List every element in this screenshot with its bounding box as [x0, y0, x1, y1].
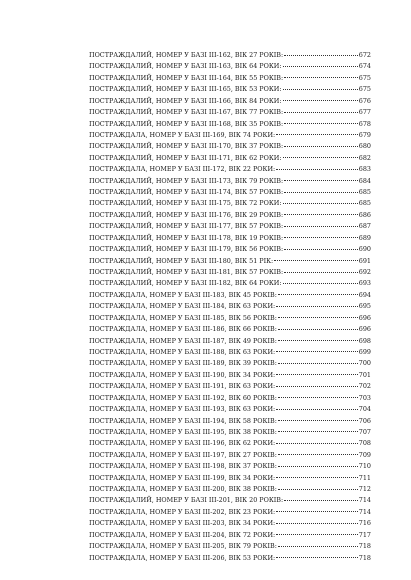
toc-entry-title: ПОСТРАЖДАЛА, НОМЕР У БАЗІ ІІІ-184, ВІК 63 РОКИ: [89, 302, 276, 311]
toc-entry[interactable] [89, 324, 371, 335]
toc-dot-leader [284, 192, 358, 193]
toc-page-number: 683 [358, 165, 371, 174]
toc-entry[interactable] [89, 96, 371, 107]
toc-page-number: 675 [358, 85, 371, 94]
toc-dot-leader [283, 157, 358, 158]
toc-entry-title: ПОСТРАЖДАЛА, НОМЕР У БАЗІ ІІІ-187, ВІК 49 РОКІВ: [89, 336, 277, 345]
toc-page-number: 682 [358, 153, 371, 162]
toc-page-number: 701 [358, 370, 371, 379]
toc-page-number: 677 [358, 108, 371, 117]
toc-dot-leader [284, 112, 358, 113]
toc-entry-title: ПОСТРАЖДАЛИЙ, НОМЕР У БАЗІ ІІІ-179, ВІК 56 РОКІВ: [89, 245, 284, 254]
toc-entry[interactable] [89, 278, 371, 289]
toc-dot-leader [274, 260, 358, 261]
toc-dot-leader [278, 294, 358, 295]
toc-page-number: 680 [358, 142, 371, 151]
toc-entry-title: ПОСТРАЖДАЛИЙ, НОМЕР У БАЗІ ІІІ-177, ВІК 57 РОКІВ: [89, 222, 284, 231]
toc-entry[interactable] [89, 404, 371, 415]
toc-entry[interactable] [89, 176, 371, 187]
toc-entry-title: ПОСТРАЖДАЛА, НОМЕР У БАЗІ ІІІ-183, ВІК 45 РОКІВ: [89, 290, 277, 299]
toc-entry[interactable] [89, 473, 371, 484]
toc-dot-leader [276, 134, 358, 135]
toc-page-number: 714 [358, 507, 371, 516]
toc-entry[interactable] [89, 507, 371, 518]
toc-entry[interactable] [89, 153, 371, 164]
table-of-contents [89, 50, 371, 564]
toc-entry-title: ПОСТРАЖДАЛА, НОМЕР У БАЗІ ІІІ-188, ВІК 63 РОКИ: [89, 347, 276, 356]
toc-entry[interactable] [89, 381, 371, 392]
toc-page-number: 689 [358, 233, 371, 242]
toc-entry[interactable] [89, 427, 371, 438]
toc-entry-title: ПОСТРАЖДАЛА, НОМЕР У БАЗІ ІІІ-172, ВІК 22 РОКИ: [89, 165, 276, 174]
toc-dot-leader [283, 100, 358, 101]
toc-dot-leader [278, 546, 358, 547]
toc-dot-leader [284, 272, 358, 273]
toc-entry[interactable] [89, 347, 371, 358]
toc-dot-leader [278, 420, 358, 421]
toc-entry[interactable] [89, 267, 371, 278]
toc-entry-title: ПОСТРАЖДАЛА, НОМЕР У БАЗІ ІІІ-203, ВІК 34 РОКИ: [89, 519, 276, 528]
toc-page-number: 684 [358, 176, 371, 185]
toc-dot-leader [276, 386, 358, 387]
toc-entry-title: ПОСТРАЖДАЛИЙ, НОМЕР У БАЗІ ІІІ-178, ВІК 19 РОКІВ: [89, 233, 284, 242]
toc-page-number: 709 [358, 450, 371, 459]
toc-entry[interactable] [89, 290, 371, 301]
toc-entry[interactable] [89, 233, 371, 244]
toc-page-number: 714 [358, 496, 371, 505]
toc-entry[interactable] [89, 119, 371, 130]
toc-page-number: 685 [358, 188, 371, 197]
toc-entry-title: ПОСТРАЖДАЛИЙ, НОМЕР У БАЗІ ІІІ-168, ВІК 35 РОКІВ: [89, 119, 284, 128]
toc-dot-leader [284, 123, 358, 124]
toc-page-number: 693 [358, 279, 371, 288]
toc-page-number: 702 [358, 382, 371, 391]
toc-entry[interactable] [89, 518, 371, 529]
toc-dot-leader [276, 477, 358, 478]
toc-page-number: 704 [358, 405, 371, 414]
toc-entry[interactable] [89, 301, 371, 312]
toc-dot-leader [276, 169, 358, 170]
toc-dot-leader [278, 454, 358, 455]
toc-page-number: 692 [358, 268, 371, 277]
toc-entry[interactable] [89, 256, 371, 267]
toc-entry-title: ПОСТРАЖДАЛА, НОМЕР У БАЗІ ІІІ-197, ВІК 27 РОКІВ: [89, 450, 277, 459]
toc-entry[interactable] [89, 393, 371, 404]
toc-entry[interactable] [89, 210, 371, 221]
toc-entry[interactable] [89, 370, 371, 381]
toc-dot-leader [283, 89, 358, 90]
toc-dot-leader [278, 329, 358, 330]
toc-entry-title: ПОСТРАЖДАЛИЙ, НОМЕР У БАЗІ ІІІ-173, ВІК 79 РОКІВ: [89, 176, 284, 185]
toc-dot-leader [278, 317, 358, 318]
toc-entry-title: ПОСТРАЖДАЛА, НОМЕР У БАЗІ ІІІ-204, ВІК 72 РОКИ: [89, 530, 276, 539]
toc-page-number: 703 [358, 393, 371, 402]
toc-dot-leader [284, 500, 358, 501]
toc-dot-leader [283, 66, 358, 67]
toc-entry-title: ПОСТРАЖДАЛИЙ, НОМЕР У БАЗІ ІІІ-180, ВІК 51 РІК: [89, 256, 274, 265]
toc-entry-title: ПОСТРАЖДАЛИЙ, НОМЕР У БАЗІ ІІІ-167, ВІК 77 РОКІВ: [89, 108, 284, 117]
toc-entry-title: ПОСТРАЖДАЛА, НОМЕР У БАЗІ ІІІ-185, ВІК 56 РОКІВ: [89, 313, 277, 322]
toc-page-number: 674 [358, 62, 371, 71]
toc-dot-leader [278, 466, 358, 467]
toc-entry-title: ПОСТРАЖДАЛИЙ, НОМЕР У БАЗІ ІІІ-166, ВІК 84 РОКИ: [89, 96, 282, 105]
toc-dot-leader [278, 363, 358, 364]
toc-page-number: 690 [358, 245, 371, 254]
toc-entry-title: ПОСТРАЖДАЛИЙ, НОМЕР У БАЗІ ІІІ-165, ВІК 53 РОКИ: [89, 85, 282, 94]
toc-page-number: 676 [358, 96, 371, 105]
toc-entry-title: ПОСТРАЖДАЛА, НОМЕР У БАЗІ ІІІ-199, ВІК 34 РОКИ: [89, 473, 276, 482]
toc-page-number: 695 [358, 302, 371, 311]
toc-page-number: 708 [358, 439, 371, 448]
toc-entry-title: ПОСТРАЖДАЛИЙ, НОМЕР У БАЗІ ІІІ-162, ВІК 27 РОКІВ: [89, 51, 284, 59]
toc-dot-leader [284, 237, 358, 238]
toc-entry[interactable] [89, 84, 371, 95]
toc-dot-leader [284, 146, 358, 147]
toc-entry[interactable] [89, 450, 371, 461]
toc-page-number: 675 [358, 73, 371, 82]
toc-entry[interactable] [89, 541, 371, 552]
toc-dot-leader [278, 397, 358, 398]
toc-entry-title: ПОСТРАЖДАЛИЙ, НОМЕР У БАЗІ ІІІ-171, ВІК 62 РОКИ: [89, 153, 282, 162]
toc-page-number: 686 [358, 210, 371, 219]
toc-entry-title: ПОСТРАЖДАЛИЙ, НОМЕР У БАЗІ ІІІ-201, ВІК 20 РОКІВ: [89, 496, 284, 505]
toc-page-number: 685 [358, 199, 371, 208]
toc-dot-leader [284, 214, 358, 215]
toc-dot-leader [278, 489, 358, 490]
toc-entry-title: ПОСТРАЖДАЛА, НОМЕР У БАЗІ ІІІ-192, ВІК 60 РОКІВ: [89, 393, 277, 402]
toc-entry-title: ПОСТРАЖДАЛА, НОМЕР У БАЗІ ІІІ-191, ВІК 63 РОКИ: [89, 382, 276, 391]
toc-dot-leader [283, 283, 358, 284]
toc-entry[interactable] [89, 73, 371, 84]
toc-entry-title: ПОСТРАЖДАЛА, НОМЕР У БАЗІ ІІІ-196, ВІК 62 РОКИ: [89, 439, 276, 448]
toc-page-number: 687 [358, 222, 371, 231]
toc-entry[interactable] [89, 107, 371, 118]
toc-entry[interactable] [89, 416, 371, 427]
toc-page-number: 710 [358, 462, 371, 471]
toc-page-number: 712 [358, 485, 371, 494]
toc-page-number: 698 [358, 336, 371, 345]
toc-dot-leader [283, 203, 358, 204]
toc-entry-title: ПОСТРАЖДАЛА, НОМЕР У БАЗІ ІІІ-194, ВІК 58 РОКІВ: [89, 416, 277, 425]
toc-dot-leader [276, 523, 358, 524]
toc-entry[interactable] [89, 130, 371, 141]
toc-page-number: 717 [358, 530, 371, 539]
toc-entry[interactable] [89, 461, 371, 472]
toc-page-number: 696 [358, 325, 371, 334]
toc-entry-title: ПОСТРАЖДАЛИЙ, НОМЕР У БАЗІ ІІІ-182, ВІК 64 РОКИ: [89, 279, 282, 288]
toc-entry-title: ПОСТРАЖДАЛА, НОМЕР У БАЗІ ІІІ-169, ВІК 74 РОКИ: [89, 130, 276, 139]
toc-page-number: 711 [358, 473, 371, 482]
toc-dot-leader [276, 534, 358, 535]
toc-page-number: 706 [358, 416, 371, 425]
toc-dot-leader [284, 226, 358, 227]
toc-page-number: 696 [358, 313, 371, 322]
toc-dot-leader [276, 511, 358, 512]
toc-entry-title: ПОСТРАЖДАЛИЙ, НОМЕР У БАЗІ ІІІ-163, ВІК 64 РОКИ: [89, 62, 282, 71]
toc-page-number: 707 [358, 427, 371, 436]
toc-entry-title: ПОСТРАЖДАЛА, НОМЕР У БАЗІ ІІІ-198, ВІК 37 РОКІВ: [89, 462, 277, 471]
toc-entry-title: ПОСТРАЖДАЛИЙ, НОМЕР У БАЗІ ІІІ-170, ВІК 37 РОКІВ: [89, 142, 284, 151]
toc-entry[interactable] [89, 530, 371, 541]
toc-dot-leader [284, 249, 358, 250]
toc-page-number: 718 [358, 553, 371, 562]
toc-entry[interactable] [89, 61, 371, 72]
toc-entry-title: ПОСТРАЖДАЛИЙ, НОМЕР У БАЗІ ІІІ-175, ВІК 72 РОКИ: [89, 199, 282, 208]
toc-page-number: 699 [358, 347, 371, 356]
toc-entry[interactable] [89, 221, 371, 232]
toc-page-number: 718 [358, 542, 371, 551]
toc-entry[interactable] [89, 198, 371, 209]
toc-entry-title: ПОСТРАЖДАЛИЙ, НОМЕР У БАЗІ ІІІ-164, ВІК 55 РОКІВ: [89, 73, 284, 82]
toc-entry[interactable] [89, 438, 371, 449]
toc-dot-leader [284, 77, 358, 78]
toc-entry-title: ПОСТРАЖДАЛА, НОМЕР У БАЗІ ІІІ-202, ВІК 23 РОКИ: [89, 507, 276, 516]
toc-page-number: 679 [358, 130, 371, 139]
toc-entry-title: ПОСТРАЖДАЛА, НОМЕР У БАЗІ ІІІ-189, ВІК 39 РОКІВ: [89, 359, 277, 368]
toc-entry-title: ПОСТРАЖДАЛА, НОМЕР У БАЗІ ІІІ-190, ВІК 34 РОКИ: [89, 370, 276, 379]
toc-entry-title: ПОСТРАЖДАЛИЙ, НОМЕР У БАЗІ ІІІ-174, ВІК 57 РОКІВ: [89, 188, 284, 197]
toc-entry-title: ПОСТРАЖДАЛА, НОМЕР У БАЗІ ІІІ-200, ВІК 38 РОКІВ: [89, 485, 277, 494]
toc-entry-title: ПОСТРАЖДАЛИЙ, НОМЕР У БАЗІ ІІІ-181, ВІК 57 РОКІВ: [89, 268, 284, 277]
toc-page-number: 700 [358, 359, 371, 368]
toc-entry[interactable] [89, 141, 371, 152]
toc-dot-leader [276, 557, 358, 558]
toc-entry[interactable] [89, 313, 371, 324]
toc-entry-title: ПОСТРАЖДАЛА, НОМЕР У БАЗІ ІІІ-186, ВІК 66 РОКІВ: [89, 325, 277, 334]
toc-entry[interactable] [89, 553, 371, 564]
toc-entry[interactable] [89, 244, 371, 255]
toc-dot-leader [276, 409, 358, 410]
toc-dot-leader [276, 374, 358, 375]
toc-dot-leader [278, 431, 358, 432]
toc-page-number: 691 [358, 256, 371, 265]
toc-page-number: 716 [358, 519, 371, 528]
toc-entry-title: ПОСТРАЖДАЛА, НОМЕР У БАЗІ ІІІ-205, ВІК 79 РОКІВ: [89, 542, 277, 551]
toc-dot-leader [276, 351, 358, 352]
toc-entry[interactable] [89, 484, 371, 495]
toc-dot-leader [276, 443, 358, 444]
toc-entry[interactable] [89, 358, 371, 369]
toc-dot-leader [276, 306, 358, 307]
toc-page-number: 672 [358, 51, 371, 59]
toc-entry[interactable] [89, 50, 371, 61]
toc-entry[interactable] [89, 336, 371, 347]
toc-page-number: 694 [358, 290, 371, 299]
toc-entry-title: ПОСТРАЖДАЛА, НОМЕР У БАЗІ ІІІ-206, ВІК 53 РОКИ: [89, 553, 276, 562]
toc-dot-leader [284, 55, 358, 56]
toc-entry-title: ПОСТРАЖДАЛИЙ, НОМЕР У БАЗІ ІІІ-176, ВІК 29 РОКІВ: [89, 210, 284, 219]
toc-entry[interactable] [89, 164, 371, 175]
toc-dot-leader [278, 340, 358, 341]
toc-page-number: 678 [358, 119, 371, 128]
toc-entry[interactable] [89, 495, 371, 506]
toc-entry[interactable] [89, 187, 371, 198]
toc-dot-leader [284, 180, 358, 181]
toc-entry-title: ПОСТРАЖДАЛА, НОМЕР У БАЗІ ІІІ-193, ВІК 63 РОКИ: [89, 405, 276, 414]
toc-entry-title: ПОСТРАЖДАЛА, НОМЕР У БАЗІ ІІІ-195, ВІК 38 РОКІВ: [89, 427, 277, 436]
